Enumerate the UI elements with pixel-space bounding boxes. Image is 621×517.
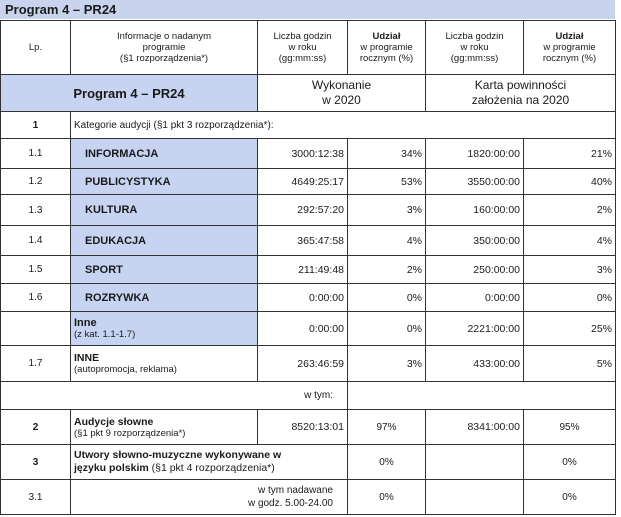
table-row xyxy=(1,169,616,195)
plan-header xyxy=(426,75,616,112)
header-hours-plan-line2: w roku xyxy=(460,42,489,53)
wtym-label: w tym: xyxy=(1,382,348,410)
header-share-line1: Udział xyxy=(372,31,401,42)
row17-share: 3% xyxy=(348,346,426,382)
header-hours-plan xyxy=(426,21,524,75)
row-plan-hours: 1820:00:00 xyxy=(426,139,524,169)
row3-name-bold: języku polskim xyxy=(74,462,149,474)
row-lp: 1.3 xyxy=(1,195,71,226)
page-title: Program 4 – PR24 xyxy=(0,0,615,19)
row-share: 4% xyxy=(348,226,426,256)
table-row xyxy=(1,284,616,312)
row3-name-line2 xyxy=(74,462,344,475)
execution-line1: Wykonanie xyxy=(311,78,372,92)
header-info-line1: Informacje o nadanym xyxy=(117,31,211,42)
row-share: 34% xyxy=(348,139,426,169)
row-plan-hours: 350:00:00 xyxy=(426,226,524,256)
table-row xyxy=(1,195,616,226)
row-share: 3% xyxy=(348,195,426,226)
row17-hours: 263:46:59 xyxy=(258,346,348,382)
row2-note: (§1 pkt 9 rozporządzenia*) xyxy=(74,427,186,439)
row-share: 2% xyxy=(348,256,426,284)
row-hours: 3000:12:38 xyxy=(258,139,348,169)
row-share: 0% xyxy=(348,284,426,312)
table-header-row xyxy=(1,21,616,75)
row17-name: INNE xyxy=(74,352,100,364)
row31-share: 0% xyxy=(348,480,426,515)
row2-name: Audycje słowne xyxy=(74,415,154,428)
row17-lp: 1.7 xyxy=(1,346,71,382)
section-label: Kategorie audycji (§1 pkt 3 rozporządzenia*): xyxy=(71,112,616,139)
row3-name-rest: (§1 pkt 4 rozporządzenia*) xyxy=(148,462,275,474)
execution-line2: w 2020 xyxy=(322,93,361,107)
header-share-plan xyxy=(524,21,616,75)
row3-plan-hours xyxy=(426,445,524,480)
section-lp: 1 xyxy=(1,112,71,139)
table-row xyxy=(1,139,616,169)
row-category: KULTURA xyxy=(71,195,258,226)
row31-label xyxy=(71,480,348,515)
row-lp: 1.6 xyxy=(1,284,71,312)
row-1-7 xyxy=(1,346,616,382)
header-hours-plan-line1: Liczba godzin xyxy=(445,31,504,42)
row-plan-hours: 3550:00:00 xyxy=(426,169,524,195)
row-plan-share: 2% xyxy=(524,195,616,226)
row2-hours: 8520:13:01 xyxy=(258,410,348,445)
subheader-row xyxy=(1,75,616,112)
row-hours: 0:00:00 xyxy=(258,284,348,312)
row17-plan-hours: 433:00:00 xyxy=(426,346,524,382)
header-hours xyxy=(258,21,348,75)
row-plan-share: 0% xyxy=(524,284,616,312)
row-plan-hours: 0:00:00 xyxy=(426,284,524,312)
header-info-line2: programie xyxy=(142,42,186,53)
table-row xyxy=(1,256,616,284)
table-row xyxy=(1,226,616,256)
header-hours-line2: w roku xyxy=(288,42,317,53)
row-hours: 292:57:20 xyxy=(258,195,348,226)
inne-hours: 0:00:00 xyxy=(258,312,348,346)
row-category: PUBLICYSTYKA xyxy=(71,169,258,195)
inne-name: Inne xyxy=(74,317,97,329)
row31-plan-hours xyxy=(426,480,524,515)
row31-lp: 3.1 xyxy=(1,480,71,515)
header-lp: Lp. xyxy=(1,21,71,75)
header-share-plan-line2: w programie xyxy=(543,42,596,53)
row-lp: 1.4 xyxy=(1,226,71,256)
row-plan-share: 21% xyxy=(524,139,616,169)
row17-category xyxy=(71,346,258,382)
row3-plan-share: 0% xyxy=(524,445,616,480)
inne-row xyxy=(1,312,616,346)
inne-note: (z kat. 1.1-1.7) xyxy=(74,329,136,340)
inne-share: 0% xyxy=(348,312,426,346)
wtym-row xyxy=(1,382,616,410)
row3-name-line1: Utwory słowno-muzyczne wykonywane w xyxy=(74,449,282,461)
header-share-plan-line3: rocznym (%) xyxy=(542,53,597,64)
row-category: SPORT xyxy=(71,256,258,284)
inne-lp xyxy=(1,312,71,346)
header-hours-line1: Liczba godzin xyxy=(273,31,332,42)
program-table xyxy=(0,20,616,515)
row31-line1: w tym nadawane xyxy=(257,485,333,496)
row-hours: 211:49:48 xyxy=(258,256,348,284)
row2-plan-share: 95% xyxy=(524,410,616,445)
plan-line1: Karta powinności xyxy=(474,78,567,92)
row-plan-hours: 160:00:00 xyxy=(426,195,524,226)
row-lp: 1.2 xyxy=(1,169,71,195)
row-lp: 1.1 xyxy=(1,139,71,169)
inne-category xyxy=(71,312,258,346)
header-info-line3: (§1 rozporządzenia*) xyxy=(119,53,209,64)
header-share-line2: w programie xyxy=(360,42,413,53)
program-name: Program 4 – PR24 xyxy=(1,75,258,112)
plan-line2: założenia na 2020 xyxy=(471,93,570,107)
row17-plan-share: 5% xyxy=(524,346,616,382)
row-3 xyxy=(1,445,616,480)
row-category: EDUKACJA xyxy=(71,226,258,256)
header-info xyxy=(71,21,258,75)
row-plan-share: 4% xyxy=(524,226,616,256)
row2-category xyxy=(71,410,258,445)
row2-plan-hours: 8341:00:00 xyxy=(426,410,524,445)
row31-line2: w godz. 5.00-24.00 xyxy=(247,498,333,509)
inne-plan-share: 25% xyxy=(524,312,616,346)
row-plan-share: 3% xyxy=(524,256,616,284)
header-hours-plan-line3: (gg:mm:ss) xyxy=(450,53,499,64)
row-2 xyxy=(1,410,616,445)
execution-header xyxy=(258,75,426,112)
section-row xyxy=(1,112,616,139)
row3-category xyxy=(71,445,348,480)
row31-plan-share: 0% xyxy=(524,480,616,515)
row-lp: 1.5 xyxy=(1,256,71,284)
header-share-line3: rocznym (%) xyxy=(359,53,414,64)
wtym-empty xyxy=(348,382,616,410)
row3-share: 0% xyxy=(348,445,426,480)
inne-plan-hours: 2221:00:00 xyxy=(426,312,524,346)
row2-lp: 2 xyxy=(1,410,71,445)
row-category: ROZRYWKA xyxy=(71,284,258,312)
row-hours: 365:47:58 xyxy=(258,226,348,256)
row-hours: 4649:25:17 xyxy=(258,169,348,195)
header-share xyxy=(348,21,426,75)
row-plan-hours: 250:00:00 xyxy=(426,256,524,284)
row-category: INFORMACJA xyxy=(71,139,258,169)
header-hours-line3: (gg:mm:ss) xyxy=(278,53,327,64)
header-share-plan-line1: Udział xyxy=(555,31,584,42)
row-share: 53% xyxy=(348,169,426,195)
row17-note: (autopromocja, reklama) xyxy=(74,364,177,375)
row-plan-share: 40% xyxy=(524,169,616,195)
row-3-1 xyxy=(1,480,616,515)
row2-share: 97% xyxy=(348,410,426,445)
row3-lp: 3 xyxy=(1,445,71,480)
